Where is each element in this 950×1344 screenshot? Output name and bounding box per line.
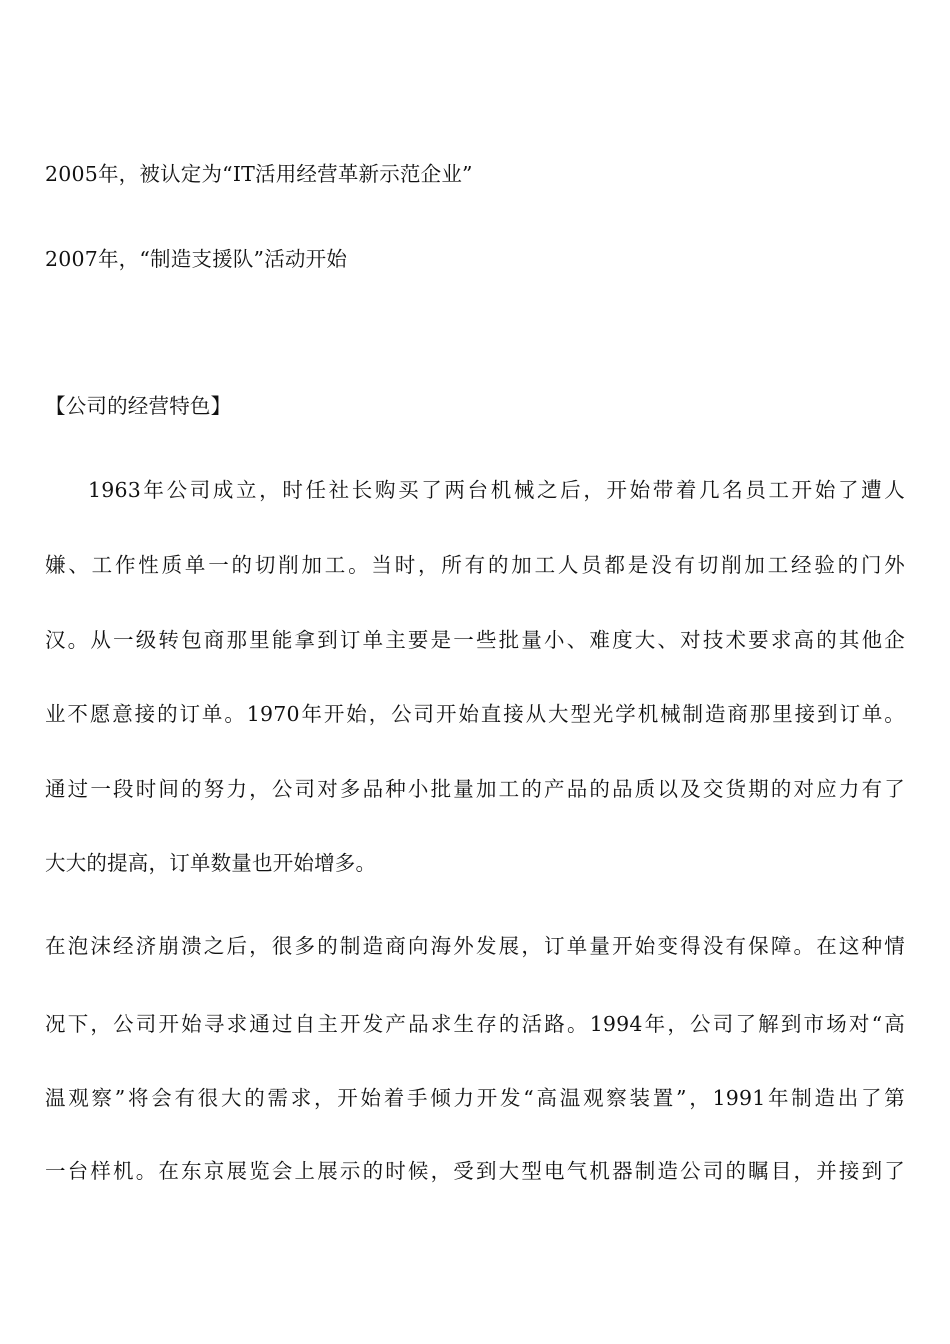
paragraph1-line: 嫌、工作性质单一的切削加工。当时，所有的加工人员都是没有切削加工经验的门外 — [45, 553, 905, 577]
paragraph2-line: 况下，公司开始寻求通过自主开发产品求生存的活路。1994年，公司了解到市场对“高 — [45, 1012, 905, 1036]
paragraph2-line: 在泡沫经济崩溃之后，很多的制造商向海外发展，订单量开始变得没有保障。在这种情 — [45, 934, 905, 958]
paragraph2-line: 一台样机。在东京展览会上展示的时候，受到大型电气机器制造公司的瞩目，并接到了 — [45, 1159, 905, 1183]
section-heading: 【公司的经营特色】 — [45, 394, 232, 418]
paragraph1-line: 大大的提高，订单数量也开始增多。 — [45, 851, 377, 875]
paragraph1-line: 业不愿意接的订单。1970年开始，公司开始直接从大型光学机械制造商那里接到订单。 — [45, 702, 905, 726]
paragraph1-line: 汉。从一级转包商那里能拿到订单主要是一些批量小、难度大、对技术要求高的其他企 — [45, 628, 905, 652]
timeline-2007: 2007年，“制造支援队”活动开始 — [45, 247, 348, 271]
paragraph2-line: 温观察”将会有很大的需求，开始着手倾力开发“高温观察装置”，1991年制造出了第 — [45, 1086, 905, 1110]
timeline-2005: 2005年，被认定为“IT活用经营革新示范企业” — [45, 162, 473, 186]
paragraph1-line: 通过一段时间的努力，公司对多品种小批量加工的产品的品质以及交货期的对应力有了 — [45, 777, 905, 801]
paragraph1-line: 1963年公司成立，时任社长购买了两台机械之后，开始带着几名员工开始了遭人 — [88, 478, 905, 502]
